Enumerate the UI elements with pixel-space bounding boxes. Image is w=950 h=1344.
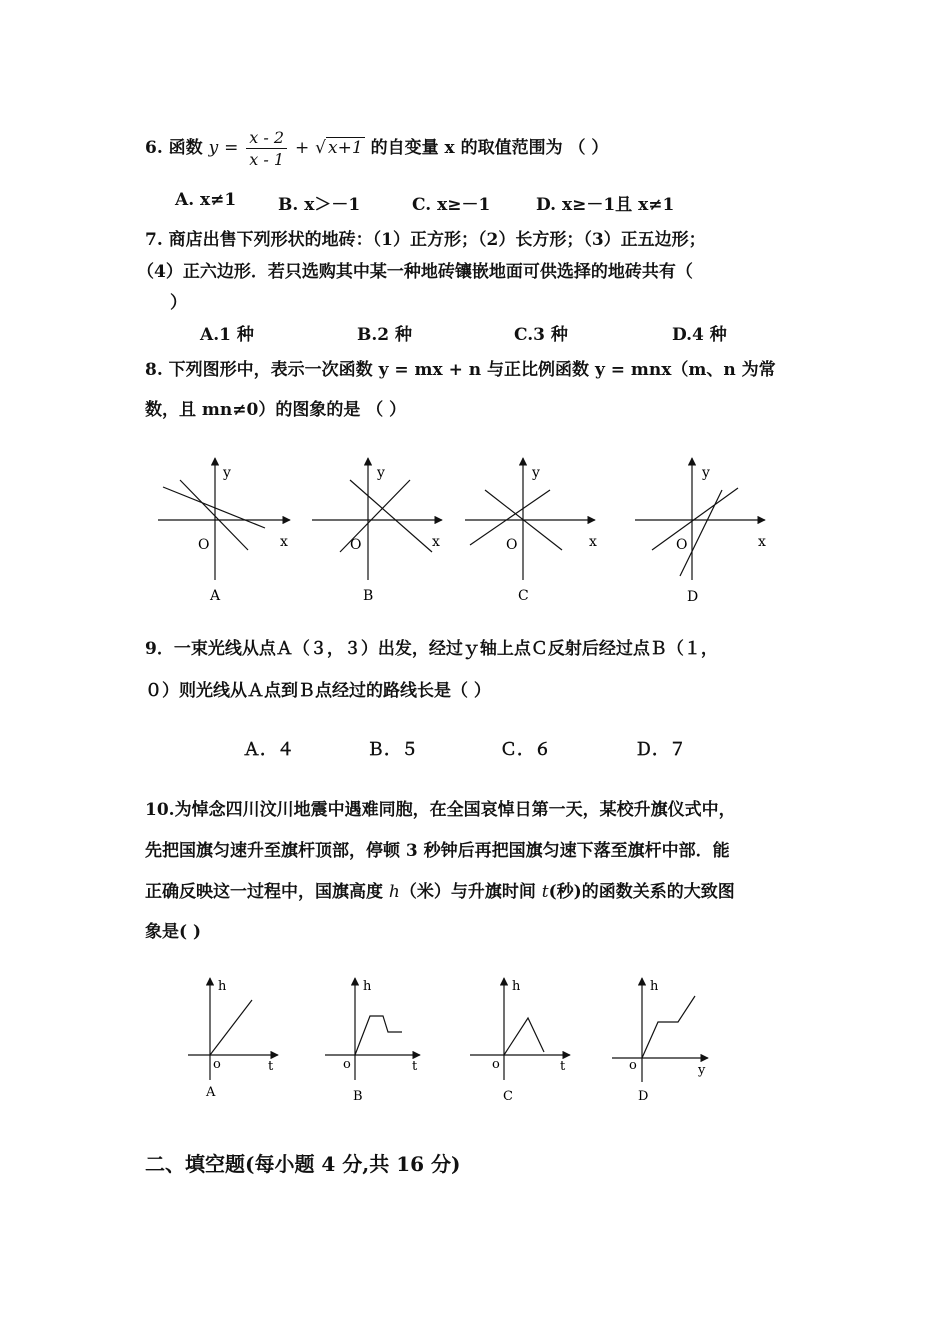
q8-graph-d bbox=[635, 458, 766, 605]
q6-option-a: A. x≠1 bbox=[175, 190, 237, 210]
origin-label: O bbox=[506, 537, 518, 553]
q10-line2: 先把国旗匀速升至旗杆顶部，停顿 3 秒钟后再把国旗匀速下落至旗杆中部．能 bbox=[145, 841, 730, 861]
x-label: x bbox=[280, 534, 288, 550]
q7-line2: （4）正六边形．若只选购其中某一种地砖镶嵌地面可供选择的地砖共有（ bbox=[137, 262, 693, 282]
q9-line1: 9．一束光线从点Ａ（３，３）出发，经过ｙ轴上点Ｃ反射后经过点Ｂ（１， bbox=[145, 639, 718, 659]
q10-graph-b bbox=[325, 978, 420, 1104]
q7-option-d: D.4 种 bbox=[672, 325, 727, 345]
origin-label: o bbox=[343, 1057, 351, 1072]
line-2 bbox=[680, 490, 722, 576]
q7-line1: 7. 商店出售下列形状的地砖：（1）正方形；（2）长方形；（3）正五边形； bbox=[145, 230, 706, 250]
q6-eq: = bbox=[224, 138, 239, 158]
q6-denominator: x - 1 bbox=[249, 150, 285, 169]
origin-label: O bbox=[676, 537, 688, 553]
graph-line bbox=[210, 1000, 252, 1055]
origin-label: O bbox=[198, 537, 210, 553]
q6-prefix: 6. 函数 bbox=[145, 138, 203, 158]
graph-label: C bbox=[518, 588, 529, 604]
origin-label: O bbox=[350, 537, 362, 553]
q9-option-a: Ａ．４ bbox=[243, 740, 294, 760]
origin-label: o bbox=[492, 1057, 500, 1072]
q6-y: y bbox=[208, 138, 219, 158]
q7-option-b: B.2 种 bbox=[357, 325, 413, 345]
q9-option-d: Ｄ．７ bbox=[635, 740, 686, 760]
h-label: h bbox=[363, 979, 372, 994]
line-2 bbox=[180, 480, 248, 550]
y-label: y bbox=[698, 1063, 706, 1078]
q7-option-c: C.3 种 bbox=[514, 325, 568, 345]
line-1 bbox=[163, 487, 265, 528]
graph-label: B bbox=[363, 588, 374, 604]
q10-graph-c bbox=[470, 978, 570, 1104]
q9-option-c: Ｃ．６ bbox=[500, 740, 551, 760]
t-label: t bbox=[560, 1059, 566, 1074]
q10-line3 bbox=[145, 877, 735, 902]
q6-radicand: x+1 bbox=[328, 138, 363, 158]
line-1 bbox=[350, 480, 432, 552]
q10-line4: 象是( ) bbox=[145, 922, 202, 942]
graph-label: C bbox=[503, 1089, 513, 1104]
q9-line2: ０）则光线从Ａ点到Ｂ点经过的路线长是（ ） bbox=[145, 681, 491, 701]
q10-line1: 10.为悼念四川汶川地震中遇难同胞，在全国哀悼日第一天，某校升旗仪式中， bbox=[145, 800, 736, 820]
q6-suffix: 的自变量 x 的取值范围为 （ ） bbox=[370, 138, 609, 158]
x-label: x bbox=[758, 534, 766, 550]
q8-graphs bbox=[140, 450, 780, 610]
q8-graph-b bbox=[312, 458, 442, 604]
q10-graph-d bbox=[612, 978, 708, 1104]
q6-sqrt bbox=[315, 137, 365, 158]
x-label: x bbox=[589, 534, 597, 550]
line-1 bbox=[652, 488, 738, 550]
origin-label: o bbox=[629, 1058, 637, 1073]
q6-stem bbox=[145, 128, 608, 169]
section-2-title: 二、填空题(每小题 4 分,共 16 分) bbox=[145, 1152, 461, 1176]
graph-label: A bbox=[206, 1085, 216, 1100]
sqrt-icon: √ bbox=[315, 138, 327, 158]
q10-t-var: t bbox=[541, 882, 549, 902]
q7-option-a: A.1 种 bbox=[200, 325, 254, 345]
origin-label: o bbox=[213, 1057, 221, 1072]
q6-option-d: D. x≥－1且 x≠1 bbox=[536, 195, 675, 215]
q10-line3-part1: 正确反映这一过程中，国旗高度 bbox=[145, 882, 389, 902]
graph-label: D bbox=[687, 589, 699, 605]
q6-option-c: C. x≥－1 bbox=[412, 195, 491, 215]
y-label: y bbox=[702, 465, 710, 481]
graph-line bbox=[642, 996, 695, 1058]
graph-label: A bbox=[210, 588, 221, 604]
q9-option-b: Ｂ．５ bbox=[367, 740, 418, 760]
graph-label: D bbox=[638, 1089, 649, 1104]
q6-option-b: B. x＞－1 bbox=[278, 195, 361, 215]
q8-graph-a bbox=[158, 458, 290, 604]
t-label: t bbox=[412, 1059, 418, 1074]
q8-graph-c bbox=[465, 458, 597, 604]
t-label: t bbox=[268, 1059, 274, 1074]
q10-line3-part3: (秒)的函数关系的大致图 bbox=[548, 882, 735, 902]
h-label: h bbox=[650, 979, 659, 994]
q6-numerator: x - 2 bbox=[246, 128, 287, 149]
graph-label: B bbox=[353, 1089, 363, 1104]
q8-line2: 数，且 mn≠0）的图象的是 （ ） bbox=[145, 400, 407, 420]
q6-plus: + bbox=[295, 138, 310, 158]
q10-graph-a bbox=[188, 978, 278, 1100]
y-label: y bbox=[377, 465, 385, 481]
q6-fraction bbox=[246, 128, 287, 169]
graph-line bbox=[355, 1016, 402, 1055]
q10-graphs bbox=[180, 970, 740, 1110]
q8-line1: 8. 下列图形中，表示一次函数 y = mx + n 与正比例函数 y = mnx（m、n 为常 bbox=[145, 360, 776, 380]
y-label: y bbox=[223, 465, 231, 481]
q10-h-var: h bbox=[388, 882, 400, 902]
graph-line bbox=[504, 1018, 544, 1055]
h-label: h bbox=[512, 979, 521, 994]
q7-line3: ） bbox=[170, 293, 187, 313]
y-label: y bbox=[532, 465, 540, 481]
x-label: x bbox=[432, 534, 440, 550]
q10-line3-part2: （米）与升旗时间 bbox=[399, 882, 542, 902]
h-label: h bbox=[218, 979, 227, 994]
